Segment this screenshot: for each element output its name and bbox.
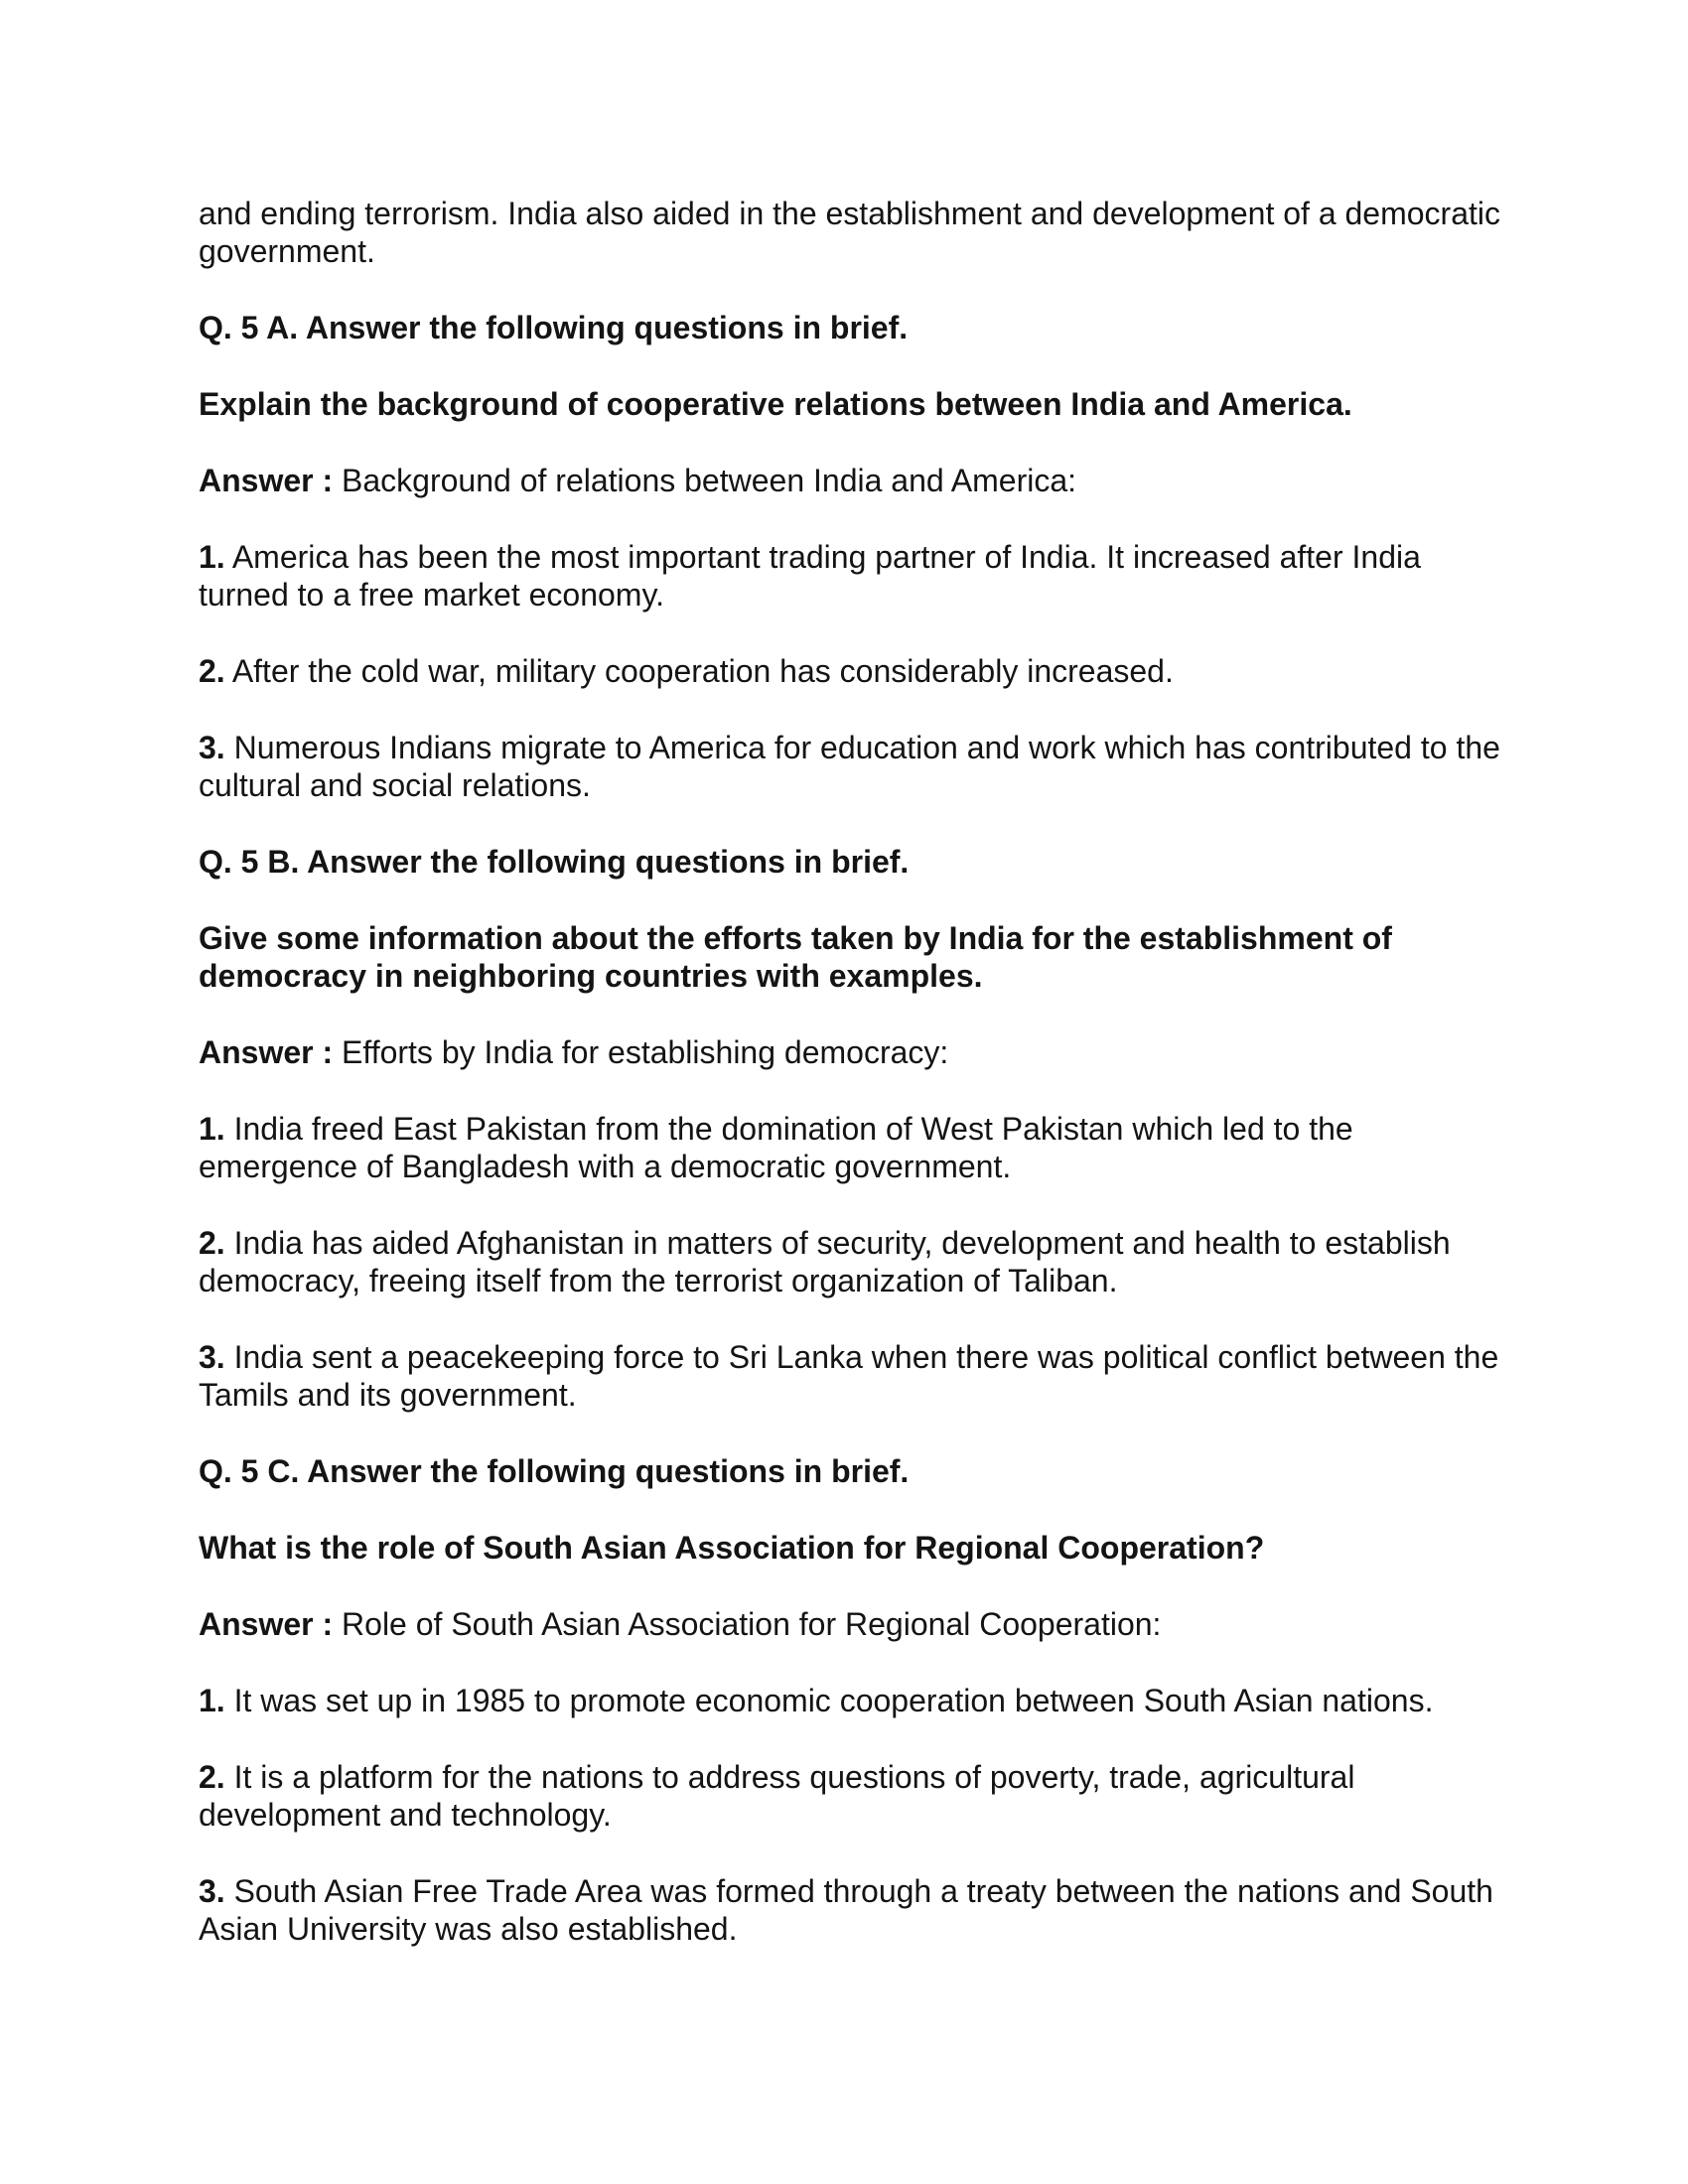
- point-text: India sent a peacekeeping force to Sri Lanka when there was political conflict between the Tamils and its government.: [199, 1339, 1499, 1413]
- answer-label: Answer :: [199, 463, 334, 498]
- answer-intro-text: Background of relations between India and America:: [333, 463, 1077, 498]
- answer-point: [199, 1224, 1509, 1299]
- point-number: 1.: [199, 1683, 225, 1718]
- point-number: 2.: [199, 653, 225, 689]
- point-text: After the cold war, military cooperation has considerably increased.: [224, 653, 1174, 689]
- answer-point: [199, 1682, 1509, 1719]
- point-number: 3.: [199, 1873, 225, 1909]
- point-text: It was set up in 1985 to promote economic cooperation between South Asian nations.: [224, 1683, 1434, 1718]
- answer-intro-text: Efforts by India for establishing democracy:: [333, 1034, 949, 1070]
- answer-intro-text: Role of South Asian Association for Regional Cooperation:: [333, 1606, 1162, 1642]
- answer-intro: [199, 1033, 1509, 1071]
- answer-point: [199, 1338, 1509, 1414]
- answer-point: [199, 729, 1509, 804]
- answer-point: [199, 538, 1509, 614]
- section-heading: Q. 5 C. Answer the following questions in brief.: [199, 1453, 910, 1489]
- answer-intro: [199, 462, 1509, 499]
- point-number: 2.: [199, 1225, 225, 1261]
- point-number: 2.: [199, 1759, 225, 1795]
- answer-label: Answer :: [199, 1034, 334, 1070]
- point-text: Numerous Indians migrate to America for education and work which has contributed to the cultural and social relations.: [199, 730, 1500, 803]
- answer-point: [199, 652, 1509, 690]
- point-number: 1.: [199, 1111, 225, 1147]
- point-text: South Asian Free Trade Area was formed through a treaty between the nations and South Asian University was also established.: [199, 1873, 1493, 1947]
- point-text: It is a platform for the nations to address questions of poverty, trade, agricultural development and technology.: [199, 1759, 1355, 1833]
- section-heading: Q. 5 B. Answer the following questions in brief.: [199, 844, 910, 880]
- answer-point: [199, 1110, 1509, 1185]
- document-page: [199, 195, 1509, 1986]
- answer-point: [199, 1758, 1509, 1834]
- point-number: 3.: [199, 1339, 225, 1375]
- point-number: 1.: [199, 539, 225, 575]
- answer-label: Answer :: [199, 1606, 334, 1642]
- question-text: Explain the background of cooperative relations between India and America.: [199, 386, 1352, 422]
- point-text: India freed East Pakistan from the domination of West Pakistan which led to the emergence of Bangladesh with a democratic government.: [199, 1111, 1353, 1184]
- answer-intro: [199, 1605, 1509, 1643]
- intro-paragraph: and ending terrorism. India also aided in the establishment and development of a democratic government.: [199, 196, 1500, 269]
- answer-point: [199, 1872, 1509, 1948]
- section-heading: Q. 5 A. Answer the following questions in brief.: [199, 310, 909, 345]
- point-number: 3.: [199, 730, 225, 765]
- point-text: India has aided Afghanistan in matters of security, development and health to establish democracy, freeing itself from the terrorist organization of Taliban.: [199, 1225, 1451, 1298]
- question-text: What is the role of South Asian Association for Regional Cooperation?: [199, 1530, 1265, 1566]
- point-text: America has been the most important trading partner of India. It increased after India turned to a free market economy.: [199, 539, 1421, 613]
- question-text: Give some information about the efforts taken by India for the establishment of democracy in neighboring countries with examples.: [199, 920, 1392, 994]
